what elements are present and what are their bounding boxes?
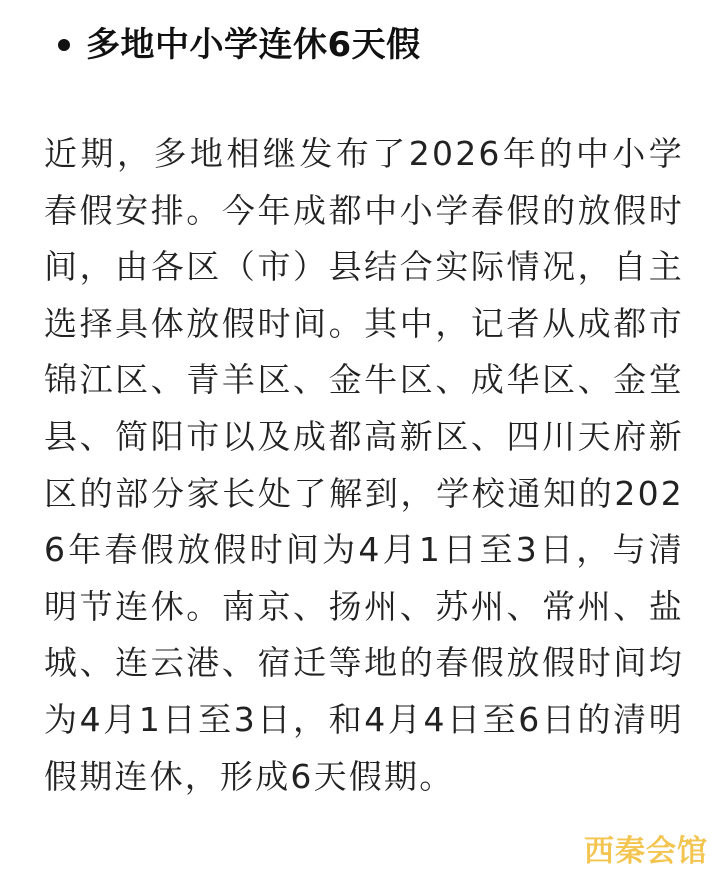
heading-text: 多地中小学连休6天假 bbox=[86, 25, 421, 65]
article-body: 近期，多地相继发布了2026年的中小学春假安排。今年成都中小学春假的放假时间，由各区（市）县结合实际情况，自主选择具体放假时间。其中，记者从成都市锦江区、青羊区、金牛区、成华区、金堂县、简阳市以及成都高新区、四川天府新区的部分家长处了解到，学校通知的2026年春假放假时间为4月1日至3日，与清明节连休。南京、扬州、苏州、常州、盐城、连云港、宿迁等地的春假放假时间均为4月1日至3日，和4月4日至6日的清明假期连休，形成6天假期。 bbox=[44, 134, 684, 796]
article-heading bbox=[58, 18, 421, 72]
bullet-icon bbox=[58, 39, 70, 51]
watermark-logo: 西秦会馆 bbox=[584, 834, 708, 869]
